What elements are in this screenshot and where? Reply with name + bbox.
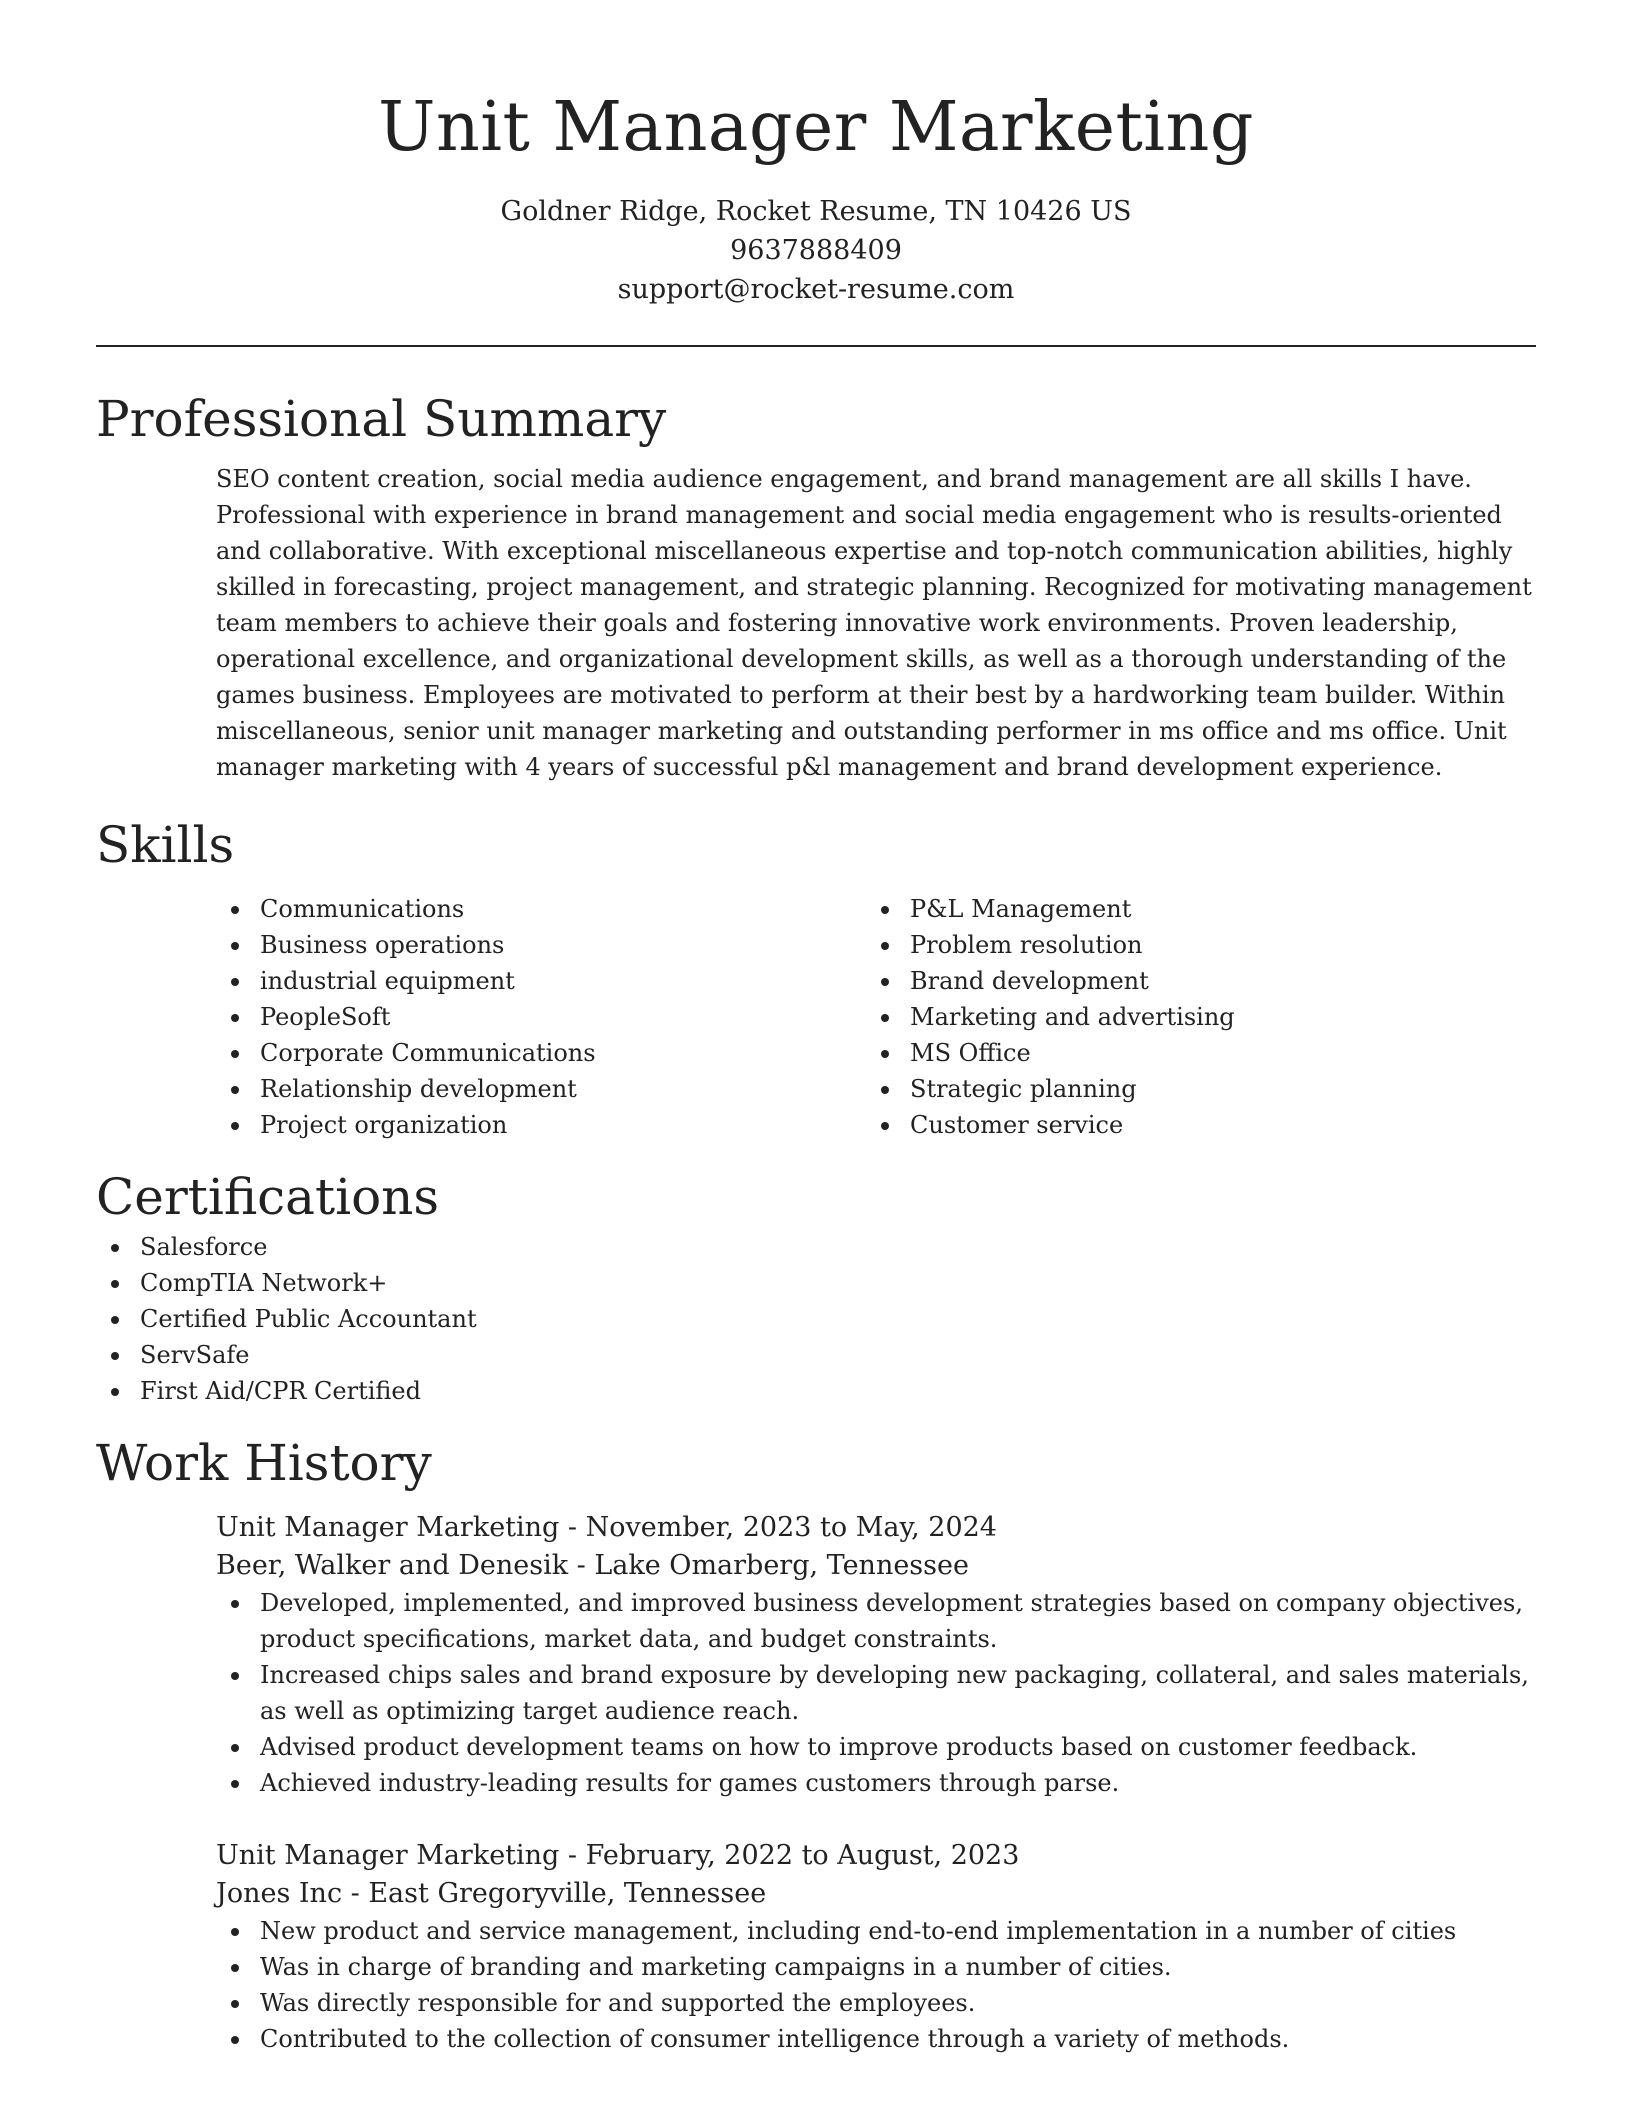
header-divider: [96, 345, 1536, 347]
skill-item: Business operations: [216, 927, 866, 963]
job-company-line: Beer, Walker and Denesik - Lake Omarberg, Tennessee: [216, 1550, 969, 1581]
summary-text: SEO content creation, social media audience engagement, and brand management are all skills I have. Professional with experience in brand management and social media engagement who is results-oriented and collaborative. With exceptional miscellaneous expertise and top-notch communication abilities, highly skilled in forecasting, project management, and strategic planning. Recognized for motivating management team members to achieve their goals and fostering innovative work environments. Proven leadership, operational excellence, and organizational development skills, as well as a thorough understanding of the games business. Employees are motivated to perform at their best by a hardworking team builder. Within miscellaneous, senior unit manager marketing and outstanding performer in ms office and ms office. Unit manager marketing with 4 years of successful p&l management and brand development experience.: [216, 465, 1532, 781]
skill-item: Corporate Communications: [216, 1035, 866, 1071]
skill-item: Project organization: [216, 1107, 866, 1143]
skill-item: P&L Management: [866, 891, 1516, 927]
job-title-line: Unit Manager Marketing - November, 2023 to May, 2024: [216, 1512, 997, 1543]
job-bullet: Was in charge of branding and marketing campaigns in a number of cities.: [216, 1949, 1536, 1985]
skill-item: Relationship development: [216, 1071, 866, 1107]
skill-item: MS Office: [866, 1035, 1516, 1071]
contact-email: support@rocket-resume.com: [617, 274, 1015, 305]
job-bullets: [216, 1913, 1536, 2057]
skill-item: Problem resolution: [866, 927, 1516, 963]
certification-item: Salesforce: [96, 1229, 1536, 1265]
certification-item: CompTIA Network+: [96, 1265, 1536, 1301]
skill-item: Communications: [216, 891, 866, 927]
job-entry: [216, 1509, 1536, 1801]
job-bullet: Achieved industry-leading results for games customers through parse.: [216, 1765, 1536, 1801]
skill-item: Customer service: [866, 1107, 1516, 1143]
work-history-heading: Work History: [96, 1434, 432, 1492]
resume-title: Unit Manager Marketing: [378, 88, 1254, 167]
job-bullet: Advised product development teams on how to improve products based on customer feedback.: [216, 1729, 1536, 1765]
certifications-heading: Certifications: [96, 1168, 440, 1226]
skills-heading: Skills: [96, 816, 235, 874]
skill-item: industrial equipment: [216, 963, 866, 999]
certification-item: First Aid/CPR Certified: [96, 1373, 1536, 1409]
contact-block: [96, 192, 1536, 309]
skill-item: Brand development: [866, 963, 1516, 999]
skills-list-right: [866, 891, 1516, 1143]
skill-item: Strategic planning: [866, 1071, 1516, 1107]
skills-column-right: [866, 891, 1516, 1143]
job-bullets: [216, 1585, 1536, 1801]
job-bullet: Developed, implemented, and improved business development strategies based on company objectives, product specifications, market data, and budget constraints.: [216, 1585, 1536, 1657]
job-bullet: Was directly responsible for and supported the employees.: [216, 1985, 1536, 2021]
skills-list-left: [216, 891, 866, 1143]
summary-heading: Professional Summary: [96, 390, 667, 448]
contact-address: Goldner Ridge, Rocket Resume, TN 10426 US: [500, 196, 1132, 227]
skills-section: [96, 813, 1536, 1143]
skill-item: Marketing and advertising: [866, 999, 1516, 1035]
job-title-line: Unit Manager Marketing - February, 2022 to August, 2023: [216, 1840, 1020, 1871]
certifications-list: [96, 1229, 1536, 1409]
contact-phone: 9637888409: [730, 235, 902, 266]
resume-page: [96, 0, 1536, 2057]
skills-column-left: [216, 891, 866, 1143]
work-history-section: [96, 1431, 1536, 2057]
job-bullet: Increased chips sales and brand exposure by developing new packaging, collateral, and sales materials, as well as optimizing target audience reach.: [216, 1657, 1536, 1729]
skill-item: PeopleSoft: [216, 999, 866, 1035]
skills-grid: [216, 891, 1536, 1143]
certification-item: Certified Public Accountant: [96, 1301, 1536, 1337]
summary-section: [96, 387, 1536, 785]
job-bullet: New product and service management, including end-to-end implementation in a number of cities: [216, 1913, 1536, 1949]
job-bullet: Contributed to the collection of consumer intelligence through a variety of methods.: [216, 2021, 1536, 2057]
job-entry: [216, 1837, 1536, 2057]
certification-item: ServSafe: [96, 1337, 1536, 1373]
job-company-line: Jones Inc - East Gregoryville, Tennessee: [216, 1878, 767, 1909]
certifications-section: [96, 1165, 1536, 1409]
